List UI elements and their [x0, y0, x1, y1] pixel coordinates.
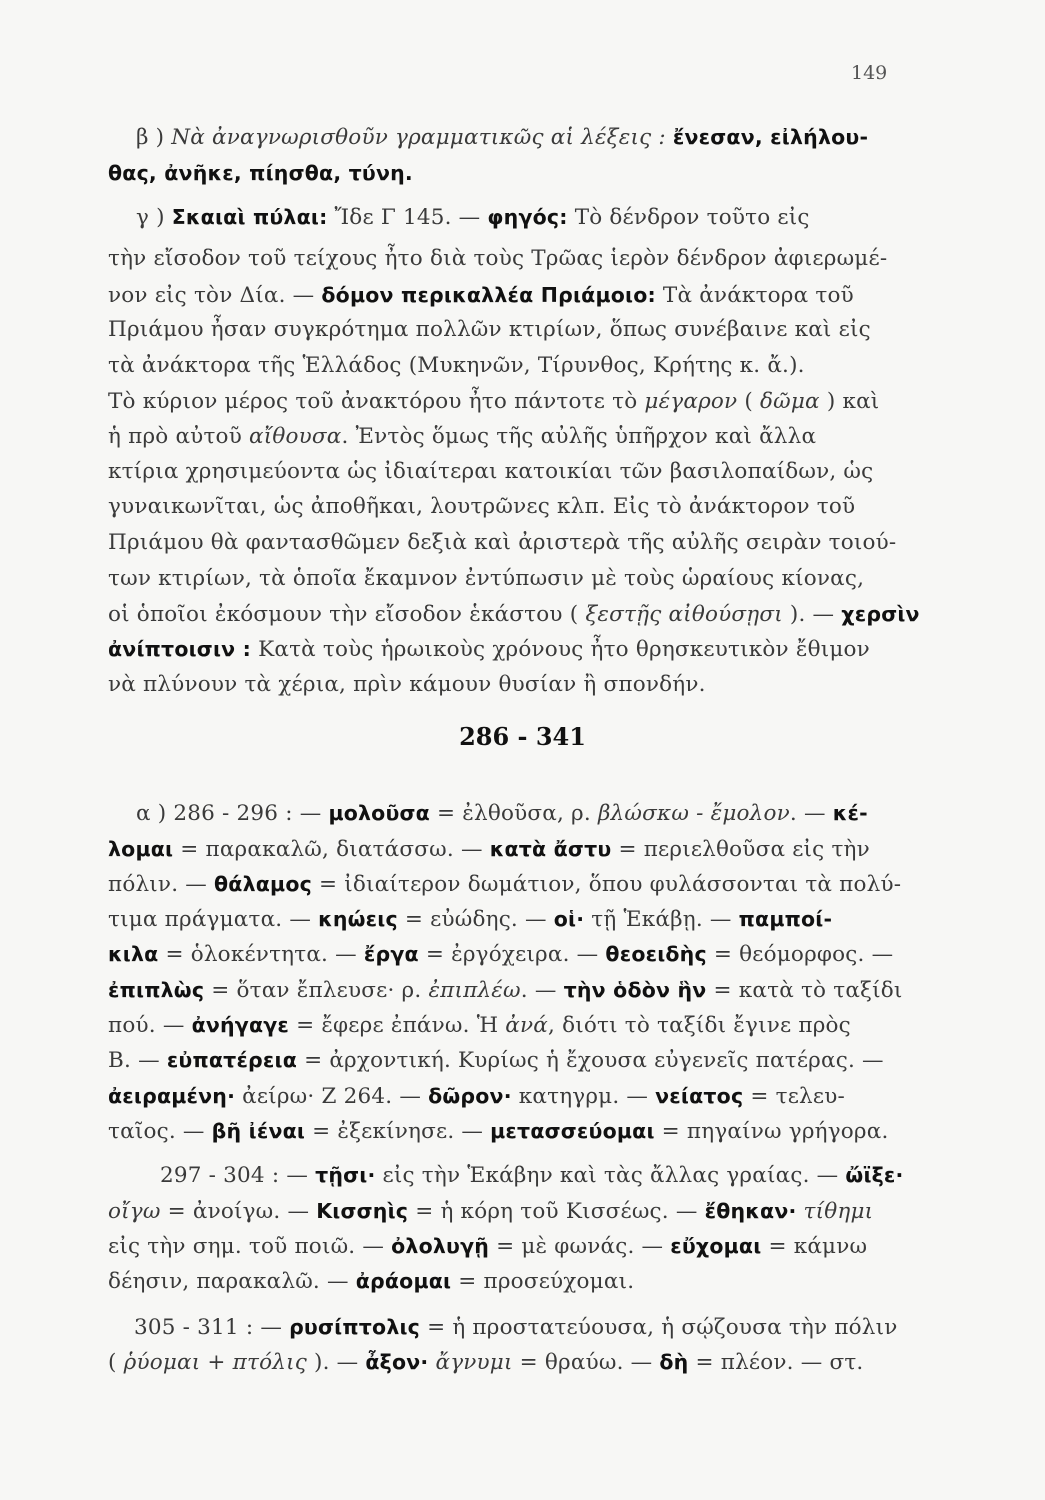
italic-term: οἴγω: [108, 1199, 161, 1224]
text-line: [108, 1345, 907, 1379]
text-line: [136, 796, 907, 830]
line-text: πόλιν. —: [108, 872, 215, 897]
headword: ἔθηκαν·: [704, 1199, 797, 1223]
line-text: ἀείρω· Ζ 264. —: [235, 1084, 429, 1109]
line-text: Τὸ δένδρον τοῦτο εἰς: [567, 205, 810, 230]
text-line: [136, 120, 907, 154]
headword: οἱ·: [553, 907, 585, 931]
text-line: [108, 156, 907, 190]
line-text: = μὲ φωνάς. —: [489, 1234, 671, 1259]
line-text: νον εἰς τὸν Δία. —: [108, 283, 322, 308]
line-text: = ἐξεκίνησε. —: [305, 1119, 491, 1144]
headword: ἆξον·: [365, 1350, 429, 1374]
line-text: = θεόμορφος. —: [706, 942, 894, 967]
headword: ὤϊξε·: [845, 1163, 904, 1187]
line-text: γυναικωνῖται, ὡς ἀποθῆκαι, λουτρῶνες κλπ. Εἰς τὸ ἀνάκτορον τοῦ: [108, 494, 856, 519]
headword: δὴ: [659, 1350, 689, 1374]
line-text: Β. —: [108, 1048, 167, 1073]
headword: μολοῦσα: [328, 801, 430, 825]
line-text: τῇ Ἑκάβῃ. —: [584, 907, 739, 932]
text-line: [108, 490, 907, 524]
text-line: [108, 562, 907, 596]
headword: ὀλολυγῇ: [391, 1234, 490, 1258]
text-line: [108, 420, 907, 454]
headword: ἀειραμένη·: [108, 1084, 236, 1108]
text-line: [108, 1043, 907, 1077]
text-line: [108, 349, 907, 383]
line-text: = ἰδιαίτερον δωμάτιον, ὅπου φυλάσσονται τὰ πολύ-: [311, 872, 902, 897]
line-text: κτίρια χρησιμεύοντα ὡς ἰδιαίτεραι κατοικίαι τῶν βασιλοπαίδων, ὡς: [108, 459, 874, 484]
headword: θάλαμος: [214, 872, 312, 896]
headword: Κισσηὶς: [316, 1199, 409, 1223]
italic-term: τίθημι: [803, 1199, 874, 1224]
headword: βῆ ἰέναι: [211, 1119, 306, 1143]
text-line: [108, 1008, 907, 1042]
text-line: [108, 902, 907, 936]
headword: κατὰ ἄστυ: [489, 837, 612, 861]
text-line: [108, 973, 907, 1007]
line-text: = πλέον. — στ.: [688, 1350, 864, 1375]
italic-term: Νὰ ἀναγνωρισθοῦν γραμματικῶς αἱ λέξεις :: [171, 125, 666, 150]
text-line: [108, 242, 907, 276]
line-text: Πριάμου θὰ φαντασθῶμεν δεξιὰ καὶ ἀριστερὰ τῆς αὐλῆς σειρὰν τοιού-: [108, 530, 897, 555]
text-line: [108, 385, 907, 419]
line-text: των κτιρίων, τὰ ὁποῖα ἔκαμνον ἐντύπωσιν μὲ τοὺς ὡραίους κίονας,: [108, 566, 865, 591]
line-text: Πριάμου ἦσαν συγκρότημα πολλῶν κτιρίων, ὅπως συνέβαινε καὶ εἰς: [108, 317, 871, 342]
line-text: = κάμνω: [761, 1234, 868, 1259]
headword: μετασσεύομαι: [490, 1119, 655, 1143]
headword: θας, ἀνῆκε, πίησθα, τύνη.: [108, 161, 413, 185]
line-text: β ): [136, 125, 172, 150]
line-text: κατηγρμ. —: [511, 1084, 656, 1109]
headword: τὴν ὁδὸν ἣν: [563, 978, 707, 1002]
text-line: [108, 1229, 907, 1263]
line-text: ). —: [306, 1350, 366, 1375]
headword: Σκαιαὶ πύλαι:: [171, 205, 328, 229]
text-line: [108, 1264, 907, 1298]
line-text: Τὰ ἀνάκτορα τοῦ: [655, 283, 854, 308]
text-line: [108, 278, 907, 312]
headword: παμποί-: [738, 907, 833, 931]
headword: ρυσίπτολις: [289, 1315, 421, 1339]
headword: ἐπιπλὼς: [108, 978, 205, 1002]
headword: κέ-: [832, 801, 868, 825]
headword: νείατος: [655, 1084, 744, 1108]
line-text: = περιελθοῦσα εἰς τὴν: [611, 837, 870, 862]
line-text: 305 - 311 : —: [134, 1315, 290, 1340]
line-text: οἱ ὁποῖοι ἐκόσμουν τὴν εἴσοδον ἑκάστου (: [108, 602, 586, 627]
line-text: (: [737, 389, 760, 414]
headword: εὔχομαι: [670, 1234, 762, 1258]
headword: ἀνίπτοισιν :: [108, 637, 252, 661]
headword: τῇσι·: [315, 1163, 376, 1187]
italic-term: ἐπιπλέω: [428, 978, 521, 1003]
line-text: γ ): [136, 205, 172, 230]
line-text: = ἡ προστατεύουσα, ἡ σῴζουσα τὴν πόλιν: [420, 1315, 898, 1340]
line-text: = κατὰ τὸ ταξίδι: [706, 978, 903, 1003]
headword: δόμον περικαλλέα Πριάμοιο:: [321, 283, 656, 307]
italic-term: μέγαρον: [644, 389, 738, 414]
text-line: [108, 1079, 907, 1113]
italic-term: δῶμα: [760, 389, 820, 414]
headword: θεοειδὴς: [605, 942, 707, 966]
line-text: = τελευ-: [743, 1084, 845, 1109]
line-text: . —: [789, 801, 833, 826]
text-line: [136, 200, 907, 234]
headword: ἀράομαι: [355, 1269, 452, 1293]
text-line: [108, 832, 907, 866]
text-line: [108, 867, 907, 901]
line-text: ) καὶ: [819, 389, 880, 414]
line-text: = ἐλθοῦσα, ρ.: [429, 801, 598, 826]
headword: χερσὶν: [841, 602, 920, 626]
line-text: = εὐώδης. —: [397, 907, 554, 932]
text-line: [108, 1114, 907, 1148]
line-text: τὰ ἀνάκτορα τῆς Ἑλλάδος (Μυκηνῶν, Τίρυνθος, Κρήτης κ. ἄ.).: [108, 353, 805, 378]
line-text: = ὅταν ἔπλευσε· ρ.: [204, 978, 429, 1003]
line-text: [666, 125, 673, 150]
line-text: = προσεύχομαι.: [451, 1269, 635, 1294]
line-text: (: [108, 1350, 124, 1375]
line-text: εἰς τὴν σημ. τοῦ ποιῶ. —: [108, 1234, 392, 1259]
text-line: [108, 632, 907, 666]
line-text: ). —: [782, 602, 842, 627]
line-text: εἰς τὴν Ἑκάβην καὶ τὰς ἄλλας γραίας. —: [375, 1163, 846, 1188]
headword: ἔργα: [363, 942, 419, 966]
italic-term: ἄγνυμι: [435, 1350, 513, 1375]
line-text: νὰ πλύνουν τὰ χέρια, πρὶν κάμουν θυσίαν ἢ σπονδήν.: [108, 672, 706, 697]
line-text: ἡ πρὸ αὐτοῦ: [108, 424, 249, 449]
headword: εὐπατέρεια: [166, 1048, 298, 1072]
line-text: = ἔφερε ἐπάνω. Ἡ: [289, 1013, 506, 1038]
line-text: [796, 1199, 803, 1224]
italic-term: βλώσκω - ἔμολον: [597, 801, 790, 826]
line-text: Τὸ κύριον μέρος τοῦ ἀνακτόρου ἦτο πάντοτε τὸ: [108, 389, 645, 414]
line-text: , διότι τὸ ταξίδι ἔγινε πρὸς: [548, 1013, 851, 1038]
line-text: Κατὰ τοὺς ἡρωικοὺς χρόνους ἦτο θρησκευτικὸν ἔθιμον: [251, 637, 870, 662]
line-text: . Ἐντὸς ὅμως τῆς αὐλῆς ὑπῆρχον καὶ ἄλλα: [341, 424, 817, 449]
italic-term: ξεστῇς αἰθούσῃσι: [585, 602, 783, 627]
line-text: 297 - 304 : —: [160, 1163, 316, 1188]
line-text: α ) 286 - 296 : —: [136, 801, 329, 826]
line-text: τιμα πράγματα. —: [108, 907, 319, 932]
text-line: [108, 937, 907, 971]
page-number: 149: [851, 62, 888, 84]
text-line: [108, 455, 907, 489]
headword: δῶρον·: [428, 1084, 512, 1108]
line-text: = ἀρχοντική. Κυρίως ἡ ἔχουσα εὐγενεῖς πατέρας. —: [297, 1048, 884, 1073]
line-text: = πηγαίνω γρήγορα.: [654, 1119, 889, 1144]
section-heading: 286 - 341: [459, 722, 586, 751]
line-text: τὴν εἴσοδον τοῦ τείχους ἦτο διὰ τοὺς Τρῶας ἱερὸν δένδρον ἀφιερωμέ-: [108, 246, 888, 271]
headword: φηγός:: [487, 205, 568, 229]
line-text: = ἀνοίγω. —: [160, 1199, 317, 1224]
italic-term: ῥύομαι + πτόλις: [123, 1350, 307, 1375]
text-line: [108, 1194, 907, 1228]
headword: κιλα: [108, 942, 159, 966]
headword: λομαι: [108, 837, 174, 861]
text-line: [108, 526, 907, 560]
line-text: = ὁλοκέντητα. —: [158, 942, 364, 967]
text-line: [108, 597, 920, 631]
text-line: [160, 1158, 907, 1192]
line-text: δέησιν, παρακαλῶ. —: [108, 1269, 356, 1294]
line-text: Ἴδε Γ 145. —: [327, 205, 488, 230]
line-text: . —: [520, 978, 564, 1003]
italic-term: ἀνά: [505, 1013, 548, 1038]
headword: ἔνεσαν, εἰλήλου-: [672, 125, 869, 149]
line-text: = θραύω. —: [512, 1350, 660, 1375]
line-text: πού. —: [108, 1013, 192, 1038]
italic-term: αἴθουσα: [249, 424, 342, 449]
text-line: [108, 313, 907, 347]
text-line: [134, 1310, 907, 1344]
text-line: [108, 668, 907, 702]
line-text: ταῖος. —: [108, 1119, 212, 1144]
headword: ἀνήγαγε: [191, 1013, 290, 1037]
line-text: = ἐργόχειρα. —: [418, 942, 606, 967]
line-text: = παρακαλῶ, διατάσσω. —: [173, 837, 490, 862]
headword: κηώεις: [318, 907, 398, 931]
line-text: = ἡ κόρη τοῦ Κισσέως. —: [408, 1199, 705, 1224]
